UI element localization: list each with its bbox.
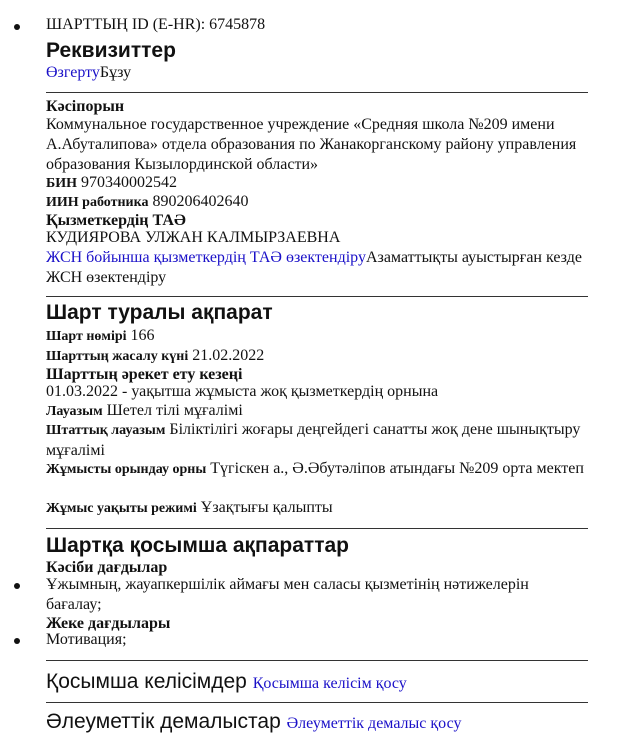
bullet-icon — [14, 24, 20, 30]
staff-position-label: Штаттық лауазым — [46, 423, 166, 438]
schedule-row — [46, 498, 333, 519]
contract-number-value: 166 — [130, 327, 155, 344]
citizenship-update-text: Азаматтықты ауыстырған кезде ЖСН өзектендіру — [46, 249, 582, 286]
staff-position-row — [46, 420, 588, 461]
bin-label: БИН — [46, 176, 78, 191]
social-leaves-title: Әлеуметтік демалыстар — [46, 710, 281, 733]
schedule-value: Ұзақтығы қалыпты — [200, 499, 333, 516]
workplace-label: Жұмысты орындау орны — [46, 462, 207, 477]
add-social-leave-link[interactable]: Әлеуметтік демалыс қосу — [286, 715, 462, 732]
add-agreement-link[interactable]: Қосымша келісім қосу — [252, 675, 407, 692]
workplace-value: Түгіскен а., Ә.Әбутәліпов атындағы №209 орта мектеп — [210, 460, 584, 477]
contract-id: ШАРТТЫҢ ID (E-HR): 6745878 — [46, 16, 266, 33]
contract-date-label: Шарттың жасалу күні — [46, 349, 189, 364]
staff-position-value: Біліктілігі жоғары деңгейдегі санатты жоқ дене шынықтыру мұғалімі — [46, 421, 581, 459]
edit-link[interactable]: Өзгерту — [46, 64, 100, 81]
contract-number-label: Шарт нөмірі — [46, 329, 127, 344]
bullet-icon — [14, 638, 20, 644]
bin-value: 970340002542 — [81, 174, 178, 191]
position-value: Шетел тілі мұғалімі — [106, 402, 243, 419]
employee-name-label: Қызметкердің ТАӘ — [46, 212, 186, 229]
professional-skill-item: Ұжымның, жауапкершілік аймағы мен саласы қызметінің нәтижелерін бағалау; — [46, 576, 529, 613]
contract-period-label: Шарттың әрекет ету кезеңі — [46, 366, 243, 383]
professional-skills-label: Кәсіби дағдылар — [46, 559, 168, 576]
supplementary-agreements-title: Қосымша келісімдер — [46, 670, 247, 693]
supplementary-agreements-row — [46, 669, 407, 697]
additional-info-title: Шартқа қосымша ақпараттар — [46, 534, 350, 557]
divider — [46, 92, 588, 93]
divider — [46, 702, 588, 703]
enterprise-label: Кәсіпорын — [46, 98, 125, 115]
contract-period-value: 01.03.2022 - уақытша жұмыста жоқ қызметкердің орнына — [46, 383, 439, 400]
iin-value: 890206402640 — [152, 193, 249, 210]
divider — [46, 528, 588, 529]
requisites-title: Реквизиттер — [46, 39, 176, 62]
iin-label: ИИН работника — [46, 195, 149, 210]
bin-row — [46, 173, 177, 194]
contract-info-title: Шарт туралы ақпарат — [46, 301, 273, 324]
contract-number-row — [46, 326, 155, 347]
delete-link[interactable]: Бұзу — [99, 64, 132, 81]
requisites-actions — [46, 63, 131, 83]
contract-date-row — [46, 346, 264, 367]
personal-skill-item: Мотивация; — [46, 631, 127, 648]
position-label: Лауазым — [46, 404, 103, 419]
divider — [46, 296, 588, 297]
workplace-row — [46, 459, 588, 480]
iin-row — [46, 192, 248, 213]
enterprise-value: Коммунальное государственное учреждение «Средняя школа №209 имени А.Абуталипова» отдела образования по Жанакорганскому району управления образования Кызылординской области» — [46, 116, 577, 173]
update-name-link[interactable]: ЖСН бойынша қызметкердің ТАӘ өзектендіру — [46, 249, 366, 266]
social-leaves-row — [46, 709, 461, 737]
divider — [46, 660, 588, 661]
bullet-icon — [14, 583, 20, 589]
schedule-label: Жұмыс уақыты режимі — [46, 501, 197, 516]
position-row — [46, 401, 243, 422]
personal-skills-label: Жеке дағдылары — [46, 615, 171, 632]
contract-date-value: 21.02.2022 — [192, 347, 265, 364]
employee-name-value: КУДИЯРОВА УЛЖАН КАЛМЫРЗАЕВНА — [46, 229, 341, 246]
iin-update-row — [46, 248, 588, 288]
